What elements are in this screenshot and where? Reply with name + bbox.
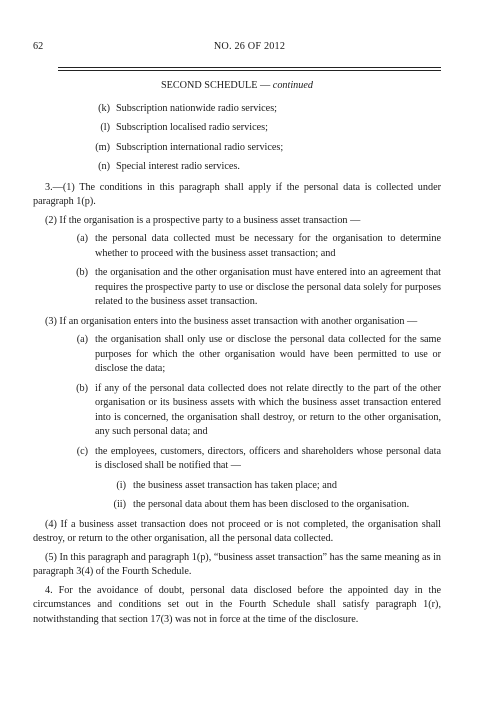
sub3-item xyxy=(33,333,441,377)
item-text: if any of the personal data collected does not relate directly to the part of the other organisation or its business assets with which the business asset transaction entered into is concerned, the organisation shall destroy, or return to the other organisation, any such personal data; and xyxy=(95,382,441,437)
schedule-title: SECOND SCHEDULE — xyxy=(161,80,271,91)
item-text: the personal data collected must be necessary for the organisation to determine whether to proceed with the business asset transaction; and xyxy=(95,233,441,259)
item-label: (l) xyxy=(100,122,110,133)
para4: 4. For the avoidance of doubt, personal data disclosed before the appointed day in the circumstances and conditions set out in the Fourth Schedule shall satisfy paragraph 1(r), notwithstanding that section 17(3) was not in force at the time of the disclosure. xyxy=(33,584,441,625)
item-label: (b) xyxy=(76,382,88,394)
item-text: Special interest radio services. xyxy=(116,161,240,172)
item-label: (k) xyxy=(98,102,110,114)
sub2-item xyxy=(33,232,441,261)
schedule-item xyxy=(33,141,441,156)
schedule-item xyxy=(33,102,441,117)
item-label: (ii) xyxy=(113,499,126,510)
schedule-heading xyxy=(33,79,441,94)
running-title: NO. 26 OF 2012 xyxy=(213,41,286,52)
para3-sub3-intro: (3) If an organisation enters into the business asset transaction with another organisation — xyxy=(45,315,418,327)
item-text: Subscription nationwide radio services; xyxy=(116,102,277,114)
sub3-item xyxy=(33,382,441,440)
item-text: the business asset transaction has taken place; and xyxy=(133,479,337,491)
schedule-continued: continued xyxy=(272,80,313,91)
para3-sub4: (4) If a business asset transaction does not proceed or is not completed, the organisation shall destroy, or return to the other organisation, all the personal data collected. xyxy=(33,518,441,544)
item-label: (a) xyxy=(76,233,88,244)
page-body xyxy=(33,79,441,631)
page-number: 62 xyxy=(33,41,44,52)
item-label: (a) xyxy=(76,334,88,345)
para3-sub5: (5) In this paragraph and paragraph 1(p), “business asset transaction” has the same meaning as in paragraph 3(4) of the Fourth Schedule. xyxy=(33,551,441,577)
item-label: (n) xyxy=(98,161,110,172)
item-text: the organisation shall only use or disclose the personal data collected for the same purposes for which the other organisation would have been permitted to use or disclose the data; xyxy=(95,334,441,374)
para3-sub2-intro: (2) If the organisation is a prospective party to a business asset transaction — xyxy=(45,214,361,226)
item-label: (i) xyxy=(116,479,126,491)
sub3-c-item xyxy=(33,479,441,494)
sub3-item xyxy=(33,445,441,474)
schedule-item xyxy=(33,121,441,136)
item-text: Subscription localised radio services; xyxy=(116,122,268,133)
item-label: (c) xyxy=(76,445,88,457)
schedule-item xyxy=(33,160,441,175)
item-text: the employees, customers, directors, officers and shareholders whose personal data is disclosed shall be notified that — xyxy=(95,445,441,471)
sub2-item xyxy=(33,266,441,310)
item-label: (b) xyxy=(76,267,88,278)
sub3-c-item xyxy=(33,498,441,513)
header-rule-top xyxy=(58,67,441,68)
item-text: Subscription international radio services; xyxy=(116,141,284,153)
item-text: the organisation and the other organisation must have entered into an agreement that requires the prospective party to use or disclose the personal data solely for purposes related to the business asset transaction. xyxy=(95,267,441,307)
item-text: the personal data about them has been disclosed to the organisation. xyxy=(133,499,410,510)
page-header xyxy=(0,40,499,60)
para3-intro: 3.—(1) The conditions in this paragraph shall apply if the personal data is collected under paragraph 1(p). xyxy=(33,181,441,207)
header-rule-bottom xyxy=(58,70,441,71)
item-label: (m) xyxy=(95,141,110,153)
